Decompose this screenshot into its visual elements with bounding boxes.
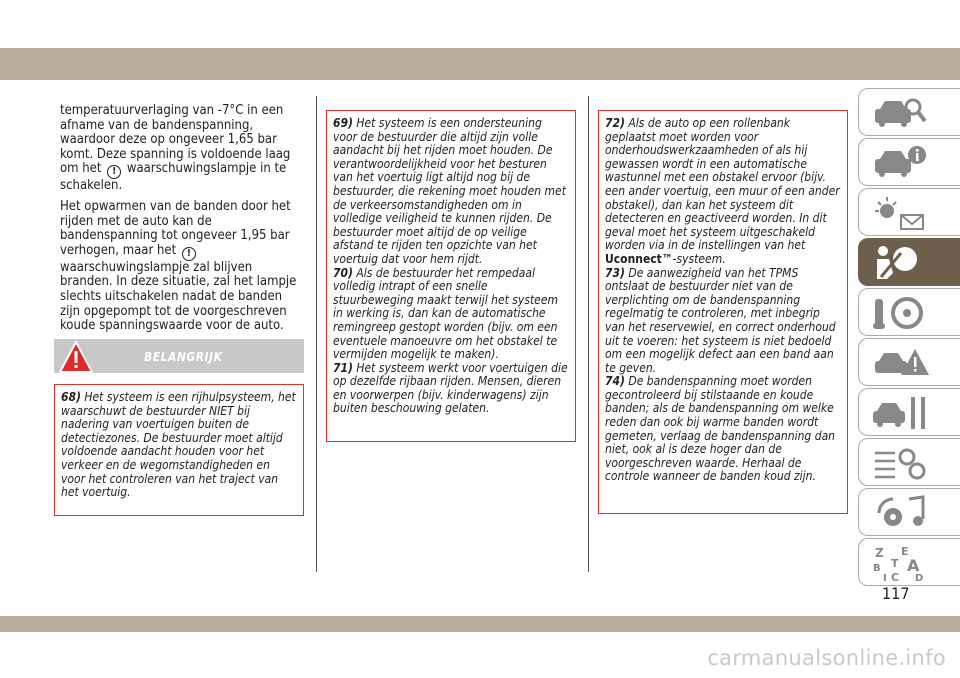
tpms-warning-icon: ! <box>182 247 196 261</box>
note-73-number: 73) <box>605 265 625 280</box>
header-band <box>0 48 960 80</box>
tab-starting-driving[interactable] <box>858 288 960 336</box>
note-74-number: 74) <box>605 374 625 389</box>
warning-triangle-icon <box>58 340 94 374</box>
note-71-number: 71) <box>333 360 353 375</box>
note-74-text: De bandenspanning moet worden gecontroleerd bij stilstaande en koude banden; als de bandenspanning om welke reden dan ook bij warme banden wordt gemeten, verlaag de bandenspanning dan niet, ook al is deze hoger dan de voorgeschreven waarde. Herhaal de controle wanneer de banden koud zijn. <box>605 374 836 484</box>
tab-servicing[interactable] <box>858 388 960 436</box>
svg-text:E: E <box>901 545 909 558</box>
column-divider-2 <box>588 96 589 572</box>
steering-wheel-icon <box>871 293 931 333</box>
car-service-icon <box>871 393 931 433</box>
note-69-text: Het systeem is een ondersteuning voor de bestuurder die altijd zijn volle aandacht bij het rijden moet houden. De verantwoordelijkheid voor het besturen van het voertuig ligt altijd nog bij de bestuurder, die rekening moet houden met de verkeersomstandigheden om in volledige veiligheid te kunnen rijden. De bestuurder moet altijd de op veilige afstand te rijden ten opzichte van het voertuig dat voor hem rijdt. <box>333 116 566 266</box>
safety-airbag-icon <box>871 243 931 283</box>
top-margin <box>0 0 960 48</box>
important-banner <box>54 339 304 377</box>
specs-gears-icon <box>871 443 931 483</box>
dashboard-lights-icon <box>871 193 931 233</box>
note-73-text: De aanwezigheid van het TPMS ontslaat de bestuurder niet van de verplichting om de bandenspanning regelmatig te controleren, met inbegrip van het reservewiel, en correct onderhoud uit te voeren: het systeem is niet bedoeld om een mogelijk defect aan een band aan te geven. <box>605 265 836 375</box>
notes-72-74-box: 72) Als de auto op een rollenbank geplaatst moet worden voor onderhoudswerkzaamheden of als hij gewassen wordt in een automatische wastunnel met een obstakel ervoor (bijv. een ander voertuig, een muur of een ander obstakel), dan kan het systeem dit detecteren en geactiveerd worden. In dit geval moet het systeem uitgeschakeld worden via in de instellingen van het Uconnect™-systeem. 73) De aanwezigheid van het TPMS ontslaat de bestuurder niet van de verplichting om de bandenspanning regelmatig te controleren, met inbegrip van het reservewiel, en correct onderhoud uit te voeren: het systeem is niet bedoeld om een mogelijk defect aan een band aan te geven. 74) De bandenspanning moet worden gecontroleerd bij stilstaande en koude banden; als de bandenspanning om welke reden dan ook bij warme banden wordt gemeten, verlaag de bandenspanning dan niet, ook al is deze hoger dan de voorgeschreven waarde. Herhaal de controle wanneer de banden koud zijn. <box>598 110 848 514</box>
paragraph-2: Het opwarmen van de banden door het rijden met de auto kan de bandenspanning tot ongeveer 1,95 bar verhogen, maar het ! waarschuwingslampje zal blijven branden. In deze situatie, zal het lampje slechts uitschakelen nadat de banden zijn opgepompt tot de voorgeschreven koude spanningswaarde voor de auto. <box>60 198 297 334</box>
column-1-text <box>60 104 304 340</box>
note-72-number: 72) <box>605 116 625 130</box>
tab-multimedia[interactable] <box>858 488 960 536</box>
svg-text:A: A <box>907 556 920 575</box>
tab-safety[interactable] <box>858 238 960 286</box>
svg-text:I: I <box>883 573 887 583</box>
svg-text:D: D <box>915 573 924 583</box>
svg-text:B: B <box>873 563 881 574</box>
column-divider-1 <box>316 96 317 572</box>
note-68-number: 68) <box>61 390 81 404</box>
tab-emergency[interactable] <box>858 338 960 386</box>
tab-getting-to-know[interactable] <box>858 88 960 136</box>
car-search-icon <box>871 93 931 133</box>
car-warning-icon <box>871 343 931 383</box>
notes-69-71-box <box>326 110 576 442</box>
note-69-number: 69) <box>333 116 353 130</box>
note-72-text: Als de auto op een rollenbank geplaatst moet worden voor onderhoudswerkzaamheden of als hij gewassen wordt in een automatische wastunnel met een obstakel ervoor (bijv. een ander voertuig, een muur of een ander obstakel), dan kan het systeem dit detecteren en geactiveerd worden. In dit geval moet het systeem uitgeschakeld worden via in de instellingen van het <box>605 116 840 253</box>
car-info-icon <box>871 143 931 183</box>
note-70-number: 70) <box>333 265 353 280</box>
multimedia-icon <box>871 493 931 533</box>
note-68-text: Het systeem is een rijhulpsysteem, het waarschuwt de bestuurder NIET bij nadering van voertuigen buiten de detectiezones. De bestuurder moet altijd voldoende aandacht houden voor het verkeer en de wegomstandigheden en voor het controleren van het traject van het voertuig. <box>61 390 296 500</box>
page-number: 117 <box>882 584 910 603</box>
uconnect-brand: Uconnect™ <box>605 251 673 266</box>
tab-dashboard[interactable] <box>858 188 960 236</box>
footer-band <box>0 616 960 632</box>
note-68-box <box>54 384 304 516</box>
tab-index[interactable] <box>858 538 960 586</box>
tab-technical-specs[interactable] <box>858 438 960 486</box>
tpms-warning-icon: ! <box>107 165 121 179</box>
tab-info[interactable] <box>858 138 960 186</box>
svg-text:T: T <box>891 557 899 570</box>
important-title: BELANGRIJK <box>144 350 223 364</box>
watermark: carmanualsonline.info <box>707 646 946 670</box>
svg-text:Z: Z <box>875 546 884 560</box>
alphabetical-index-icon <box>871 543 931 583</box>
svg-text:C: C <box>891 571 900 583</box>
note-70-text: Als de bestuurder het rempedaal volledig intrapt of een snelle stuurbeweging maakt terwijl het systeem in werking is, dan kan de automatische remingreep gestopt worden (bijv. om een eventuele manoeuvre om het obstakel te vermijden mogelijk te maken). <box>333 265 558 362</box>
paragraph-1: temperatuurverlaging van -7°C in een afname van de bandenspanning, waardoor deze op ongeveer 1,65 bar komt. Deze spanning is voldoende laag om het ! waarschuwingslampje in te schakelen. <box>60 103 291 194</box>
note-71-text: Het systeem werkt voor voertuigen die op dezelfde rijbaan rijden. Mensen, dieren en voorwerpen (bijv. kinderwagens) zijn buiten beschouwing gelaten. <box>333 360 568 416</box>
